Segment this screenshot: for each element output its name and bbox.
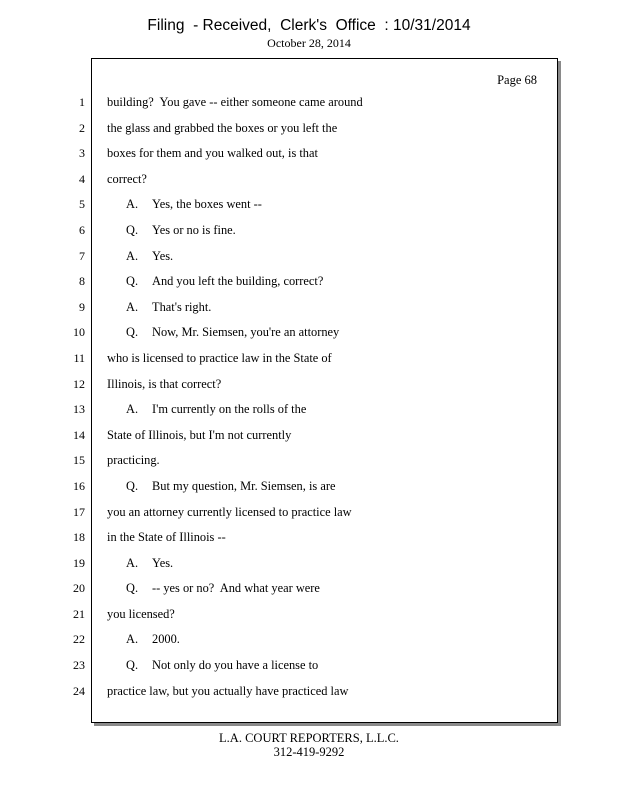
speaker-label: Q. — [126, 325, 139, 340]
line-number: 9 — [79, 299, 85, 314]
transcript-line — [107, 378, 547, 404]
line-text: who is licensed to practice law in the State of — [107, 350, 332, 365]
line-number: 21 — [73, 606, 85, 621]
line-text: you an attorney currently licensed to practice law — [107, 504, 352, 519]
line-number: 20 — [73, 581, 85, 596]
line-number: 24 — [73, 683, 85, 698]
line-text: correct? — [107, 171, 147, 186]
line-number: 11 — [73, 350, 85, 365]
line-text: boxes for them and you walked out, is that — [107, 146, 318, 161]
line-text: in the State of Illinois -- — [107, 530, 226, 545]
line-number: 4 — [79, 171, 85, 186]
transcript-date: October 28, 2014 — [267, 36, 351, 50]
transcript-line — [107, 454, 547, 480]
line-number: 12 — [73, 376, 85, 391]
transcript-line — [107, 198, 547, 224]
speaker-label: A. — [126, 299, 139, 314]
transcript-line — [107, 403, 547, 429]
transcript-line — [107, 531, 547, 557]
line-number: 5 — [79, 197, 85, 212]
line-number: 14 — [73, 427, 85, 442]
transcript-line — [107, 250, 547, 276]
line-number: 6 — [79, 222, 85, 237]
speaker-label: Q. — [126, 658, 139, 673]
transcript-line — [107, 557, 547, 583]
transcript-line — [107, 608, 547, 634]
transcript-line — [107, 301, 547, 327]
line-text: practice law, but you actually have practiced law — [107, 683, 349, 698]
speaker-label: A. — [126, 402, 139, 417]
line-text: practicing. — [107, 453, 160, 468]
line-number: 7 — [79, 248, 85, 263]
line-text: Illinois, is that correct? — [107, 376, 222, 391]
line-number: 23 — [73, 658, 85, 673]
line-number: 16 — [73, 478, 85, 493]
line-text: building? You gave -- either someone came around — [107, 95, 363, 109]
speaker-label: Q. — [126, 274, 139, 289]
line-number: 8 — [79, 274, 85, 289]
transcript-line — [107, 147, 547, 173]
line-number: 13 — [73, 402, 85, 417]
line-number: 19 — [73, 555, 85, 570]
transcript-line — [107, 506, 547, 532]
transcript-line — [107, 685, 547, 711]
transcript-line — [107, 633, 547, 659]
line-number: 10 — [73, 325, 85, 340]
page-number: Page 68 — [497, 73, 537, 87]
line-text: And you left the building, correct? — [152, 274, 324, 289]
line-number: 22 — [73, 632, 85, 647]
line-number: 17 — [73, 504, 85, 519]
line-number: 2 — [79, 120, 85, 135]
footer — [0, 731, 618, 759]
transcript-body — [107, 96, 547, 710]
line-text: the glass and grabbed the boxes or you left the — [107, 120, 338, 135]
line-number: 1 — [79, 95, 85, 109]
line-text: Yes. — [152, 248, 174, 263]
line-number: 15 — [73, 453, 85, 468]
transcript-line — [107, 275, 547, 301]
speaker-label: Q. — [126, 478, 139, 493]
transcript-line — [107, 224, 547, 250]
line-text: Yes or no is fine. — [152, 222, 236, 237]
line-text: -- yes or no? And what year were — [152, 581, 320, 596]
speaker-label: A. — [126, 248, 139, 263]
line-text: Yes. — [152, 555, 174, 570]
transcript-line — [107, 659, 547, 685]
reporter-phone: 312-419-9292 — [273, 745, 345, 759]
speaker-label: Q. — [126, 222, 139, 237]
line-text: But my question, Mr. Siemsen, is are — [152, 478, 336, 493]
transcript-line — [107, 173, 547, 199]
transcript-line — [107, 122, 547, 148]
transcript-line — [107, 326, 547, 352]
line-text: 2000. — [152, 632, 180, 647]
line-text: you licensed? — [107, 606, 175, 621]
line-number: 18 — [73, 530, 85, 545]
line-text: State of Illinois, but I'm not currently — [107, 427, 292, 442]
line-number: 3 — [79, 146, 85, 161]
transcript-line — [107, 352, 547, 378]
line-text: Now, Mr. Siemsen, you're an attorney — [152, 325, 340, 340]
transcript-line — [107, 96, 547, 122]
transcript-line — [107, 582, 547, 608]
speaker-label: A. — [126, 555, 139, 570]
speaker-label: Q. — [126, 581, 139, 596]
transcript-line — [107, 480, 547, 506]
line-text: I'm currently on the rolls of the — [152, 402, 307, 417]
transcript-line — [107, 429, 547, 455]
speaker-label: A. — [126, 632, 139, 647]
line-text: Not only do you have a license to — [152, 658, 319, 673]
transcript-page — [91, 58, 558, 723]
line-number-column — [55, 96, 85, 710]
speaker-label: A. — [126, 197, 139, 212]
line-text: That's right. — [152, 299, 212, 314]
line-text: Yes, the boxes went -- — [152, 197, 262, 212]
reporter-company: L.A. COURT REPORTERS, L.L.C. — [219, 731, 399, 745]
filing-stamp: Filing - Received, Clerk's Office : 10/31/2014 — [147, 17, 471, 34]
